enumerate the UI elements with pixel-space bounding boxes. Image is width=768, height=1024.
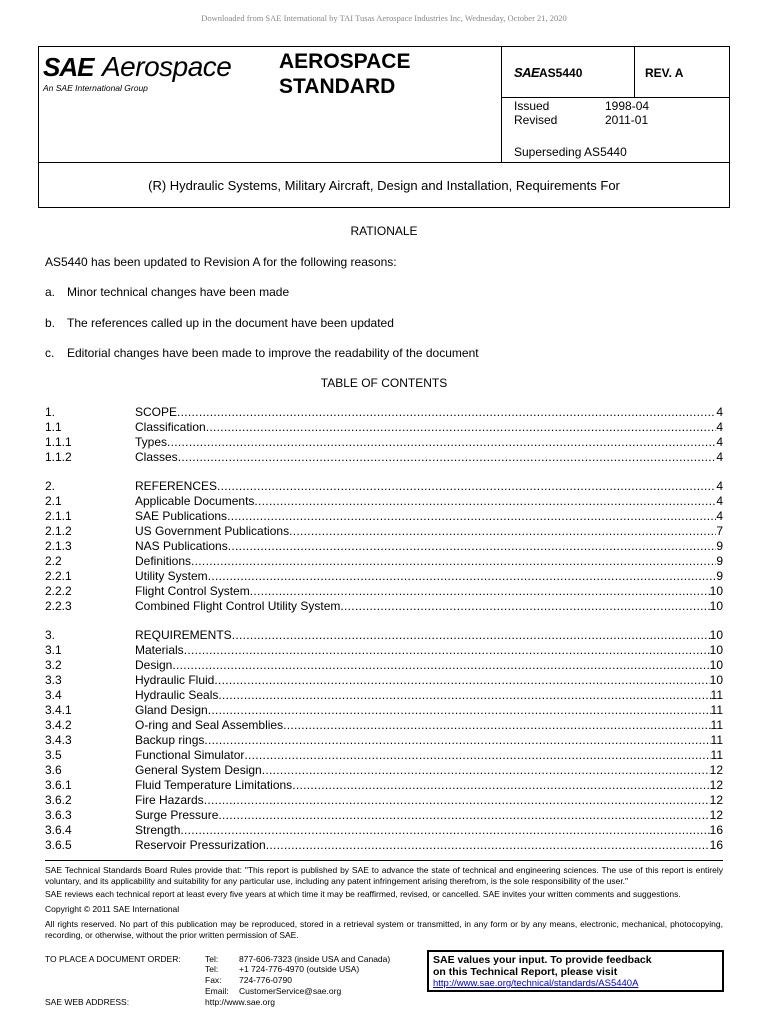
issued-date: 1998-04 xyxy=(605,99,650,113)
standard-title-line1: AEROSPACE xyxy=(279,50,411,73)
toc-entry xyxy=(45,793,723,808)
toc-title: Gland Design xyxy=(135,703,208,717)
web-value: http://www.sae.org xyxy=(205,997,275,1007)
toc-entry xyxy=(45,479,723,494)
sae-logo-aerospace: Aerospace xyxy=(102,51,232,82)
toc-entry xyxy=(45,658,723,673)
toc-page: 11 xyxy=(710,718,723,732)
toc-title: SAE Publications xyxy=(135,509,228,523)
toc-title: Applicable Documents xyxy=(135,494,255,508)
divider xyxy=(634,47,635,97)
toc-entry xyxy=(45,763,723,778)
toc-title: O-ring and Seal Assemblies xyxy=(135,718,284,732)
toc-number: 3.6.1 xyxy=(45,778,72,792)
rationale-intro: AS5440 has been updated to Revision A for the following reasons: xyxy=(45,255,397,269)
toc-number: 3.3 xyxy=(45,673,62,687)
order-label: TO PLACE A DOCUMENT ORDER: xyxy=(45,954,181,964)
toc-number: 1.1.2 xyxy=(45,450,72,464)
toc-number: 1.1 xyxy=(45,420,62,434)
toc-page: 11 xyxy=(710,703,723,717)
toc-title: Definitions xyxy=(135,554,192,568)
email-label: Email: xyxy=(205,986,229,996)
toc-number: 2.1.2 xyxy=(45,524,72,538)
toc-title: General System Design xyxy=(135,763,262,777)
toc-number: 1. xyxy=(45,405,56,419)
toc-number: 3.6.2 xyxy=(45,793,72,807)
toc-number: 2.1.1 xyxy=(45,509,72,523)
toc-page: 9 xyxy=(716,569,723,583)
feedback-line2: on this Technical Report, please visit xyxy=(433,966,618,978)
toc-title: Materials xyxy=(135,643,184,657)
tel2-value: +1 724-776-4970 (outside USA) xyxy=(239,964,360,974)
divider xyxy=(39,162,729,163)
toc-title: Reservoir Pressurization xyxy=(135,838,266,852)
toc-entry xyxy=(45,778,723,793)
toc-entry xyxy=(45,838,723,853)
toc-title: REFERENCES xyxy=(135,479,218,493)
rationale-heading: RATIONALE xyxy=(350,224,418,238)
toc-title: Types xyxy=(135,435,168,449)
toc-page: 7 xyxy=(716,524,723,538)
toc-number: 3.5 xyxy=(45,748,62,762)
toc-entry xyxy=(45,748,723,763)
toc-title: Fire Hazards xyxy=(135,793,204,807)
toc-page: 12 xyxy=(709,778,723,792)
toc-entry xyxy=(45,450,723,465)
toc-page: 11 xyxy=(710,688,723,702)
toc-page: 4 xyxy=(716,420,723,434)
toc-page: 4 xyxy=(716,509,723,523)
toc-page: 16 xyxy=(709,823,723,837)
board-rules-note: SAE Technical Standards Board Rules provide that: "This report is published by SAE to advance the state of technical and engineering sciences. The use of this report is entirely voluntary, and its applicability and suitability for any particular use, including any patent infringement arising therefrom, is the sole responsibility of the user." xyxy=(45,865,723,886)
toc-entry xyxy=(45,703,723,718)
toc-title: Classification xyxy=(135,420,206,434)
toc-number: 3.6.4 xyxy=(45,823,72,837)
toc-page: 12 xyxy=(709,793,723,807)
toc-page: 10 xyxy=(709,628,723,642)
toc-page: 4 xyxy=(716,450,723,464)
download-note: Downloaded from SAE International by TAI Tusas Aerospace Industries Inc, Wednesday, October 21, 2020 xyxy=(201,13,567,23)
header-box xyxy=(38,46,730,208)
toc-page: 9 xyxy=(716,539,723,553)
tel-value: 877-606-7323 (inside USA and Canada) xyxy=(239,954,391,964)
toc-entry xyxy=(45,643,723,658)
toc-entry xyxy=(45,524,723,539)
toc-number: 2.1 xyxy=(45,494,62,508)
toc-page: 10 xyxy=(709,658,723,672)
toc-title: Design xyxy=(135,658,173,672)
rights-note: All rights reserved. No part of this publication may be reproduced, stored in a retrieval system or transmitted, in any form or by any means, electronic, mechanical, photocopying, recording, or otherwise, without the prior written permission of SAE. xyxy=(45,919,723,940)
feedback-box xyxy=(427,950,724,992)
sae-logo-mark: SAE xyxy=(43,52,94,82)
revision-label: REV. A xyxy=(645,66,684,80)
toc-title: Hydraulic Fluid xyxy=(135,673,215,687)
toc-entry xyxy=(45,673,723,688)
web-label: SAE WEB ADDRESS: xyxy=(45,997,130,1007)
toc-title: Hydraulic Seals xyxy=(135,688,219,702)
toc-entry xyxy=(45,494,723,509)
revised-label: Revised xyxy=(514,113,558,127)
toc-page: 10 xyxy=(709,673,723,687)
rationale-item-text: The references called up in the document have been updated xyxy=(67,316,394,330)
rationale-item-letter: b. xyxy=(45,316,56,330)
toc-title: REQUIREMENTS xyxy=(135,628,232,642)
toc-entry xyxy=(45,718,723,733)
doc-sae-mark: SAE xyxy=(514,65,540,80)
toc-page: 9 xyxy=(716,554,723,568)
toc-number: 3.6.5 xyxy=(45,838,72,852)
toc-entry xyxy=(45,435,723,450)
toc-page: 12 xyxy=(709,808,723,822)
toc-number: 2.2.2 xyxy=(45,584,72,598)
toc-number: 3.6 xyxy=(45,763,62,777)
toc-entry xyxy=(45,554,723,569)
revised-date: 2011-01 xyxy=(605,113,649,127)
toc-title: Combined Flight Control Utility System xyxy=(135,599,341,613)
toc-page: 16 xyxy=(709,838,723,852)
toc-page: 10 xyxy=(709,584,723,598)
rationale-item-text: Minor technical changes have been made xyxy=(67,285,290,299)
standard-title-line2: STANDARD xyxy=(279,75,396,98)
toc-page: 4 xyxy=(716,405,723,419)
toc-entry xyxy=(45,823,723,838)
toc-number: 3.1 xyxy=(45,643,62,657)
toc-number: 2. xyxy=(45,479,56,493)
toc-number: 3.2 xyxy=(45,658,62,672)
toc-title: Utility System xyxy=(135,569,208,583)
toc-entry xyxy=(45,405,723,420)
toc-title: Surge Pressure xyxy=(135,808,219,822)
toc-title: Backup rings xyxy=(135,733,205,747)
toc-number: 3.4 xyxy=(45,688,62,702)
divider xyxy=(501,97,730,98)
fax-value: 724-776-0790 xyxy=(239,975,292,985)
tel-label: Tel: xyxy=(205,954,219,964)
toc-heading: TABLE OF CONTENTS xyxy=(320,376,448,390)
toc-page: 11 xyxy=(710,748,723,762)
toc-entry xyxy=(45,420,723,435)
toc-title: Strength xyxy=(135,823,181,837)
toc-page: 4 xyxy=(716,479,723,493)
toc-entry xyxy=(45,584,723,599)
standard-title xyxy=(279,49,410,99)
toc-number: 3.4.2 xyxy=(45,718,72,732)
toc-entry xyxy=(45,569,723,584)
feedback-link[interactable]: http://www.sae.org/technical/standards/AS5440A xyxy=(433,978,639,989)
issued-label: Issued xyxy=(514,99,550,113)
email-value: CustomerService@sae.org xyxy=(239,986,342,996)
feedback-line1: SAE values your input. To provide feedback xyxy=(433,954,652,966)
toc-entry xyxy=(45,628,723,643)
rationale-item-letter: c. xyxy=(45,346,55,360)
toc-number: 3.4.1 xyxy=(45,703,72,717)
toc-title: Flight Control System xyxy=(135,584,250,598)
toc-number: 3.4.3 xyxy=(45,733,72,747)
rationale-item-letter: a. xyxy=(45,285,56,299)
toc-title: NAS Publications xyxy=(135,539,228,553)
divider xyxy=(501,47,502,162)
toc-title: US Government Publications xyxy=(135,524,290,538)
toc-entry xyxy=(45,509,723,524)
toc-number: 2.2.3 xyxy=(45,599,72,613)
toc-number: 2.1.3 xyxy=(45,539,72,553)
toc-number: 2.2 xyxy=(45,554,62,568)
toc-title: Classes xyxy=(135,450,178,464)
toc-page: 4 xyxy=(716,435,723,449)
toc-page: 10 xyxy=(709,643,723,657)
toc-page: 12 xyxy=(709,763,723,777)
toc-entry xyxy=(45,539,723,554)
toc-title: SCOPE xyxy=(135,405,178,419)
toc-number: 3.6.3 xyxy=(45,808,72,822)
toc-title: Functional Simulator xyxy=(135,748,245,762)
toc-page: 4 xyxy=(716,494,723,508)
toc-page: 11 xyxy=(710,733,723,747)
review-note: SAE reviews each technical report at least every five years at which time it may be reaffirmed, revised, or cancelled. SAE invites your written comments and suggestions. xyxy=(45,889,681,899)
toc-entry xyxy=(45,733,723,748)
toc-page: 10 xyxy=(709,599,723,613)
tel2-label: Tel: xyxy=(205,964,219,974)
toc-number: 2.2.1 xyxy=(45,569,72,583)
superseding-note: Superseding AS5440 xyxy=(514,145,627,159)
toc-number: 1.1.1 xyxy=(45,435,72,449)
toc-title: Fluid Temperature Limitations xyxy=(135,778,293,792)
fax-label: Fax: xyxy=(205,975,222,985)
copyright-note: Copyright © 2011 SAE International xyxy=(45,904,180,914)
toc-number: 3. xyxy=(45,628,56,642)
rationale-item-text: Editorial changes have been made to improve the readability of the document xyxy=(67,346,479,360)
toc-entry xyxy=(45,688,723,703)
logo-tagline: An SAE International Group xyxy=(43,83,148,93)
doc-number: AS5440 xyxy=(539,66,583,80)
document-title: (R) Hydraulic Systems, Military Aircraft, Design and Installation, Requirements For xyxy=(148,178,620,193)
toc-entry xyxy=(45,599,723,614)
toc-entry xyxy=(45,808,723,823)
footer-rule xyxy=(45,860,723,861)
